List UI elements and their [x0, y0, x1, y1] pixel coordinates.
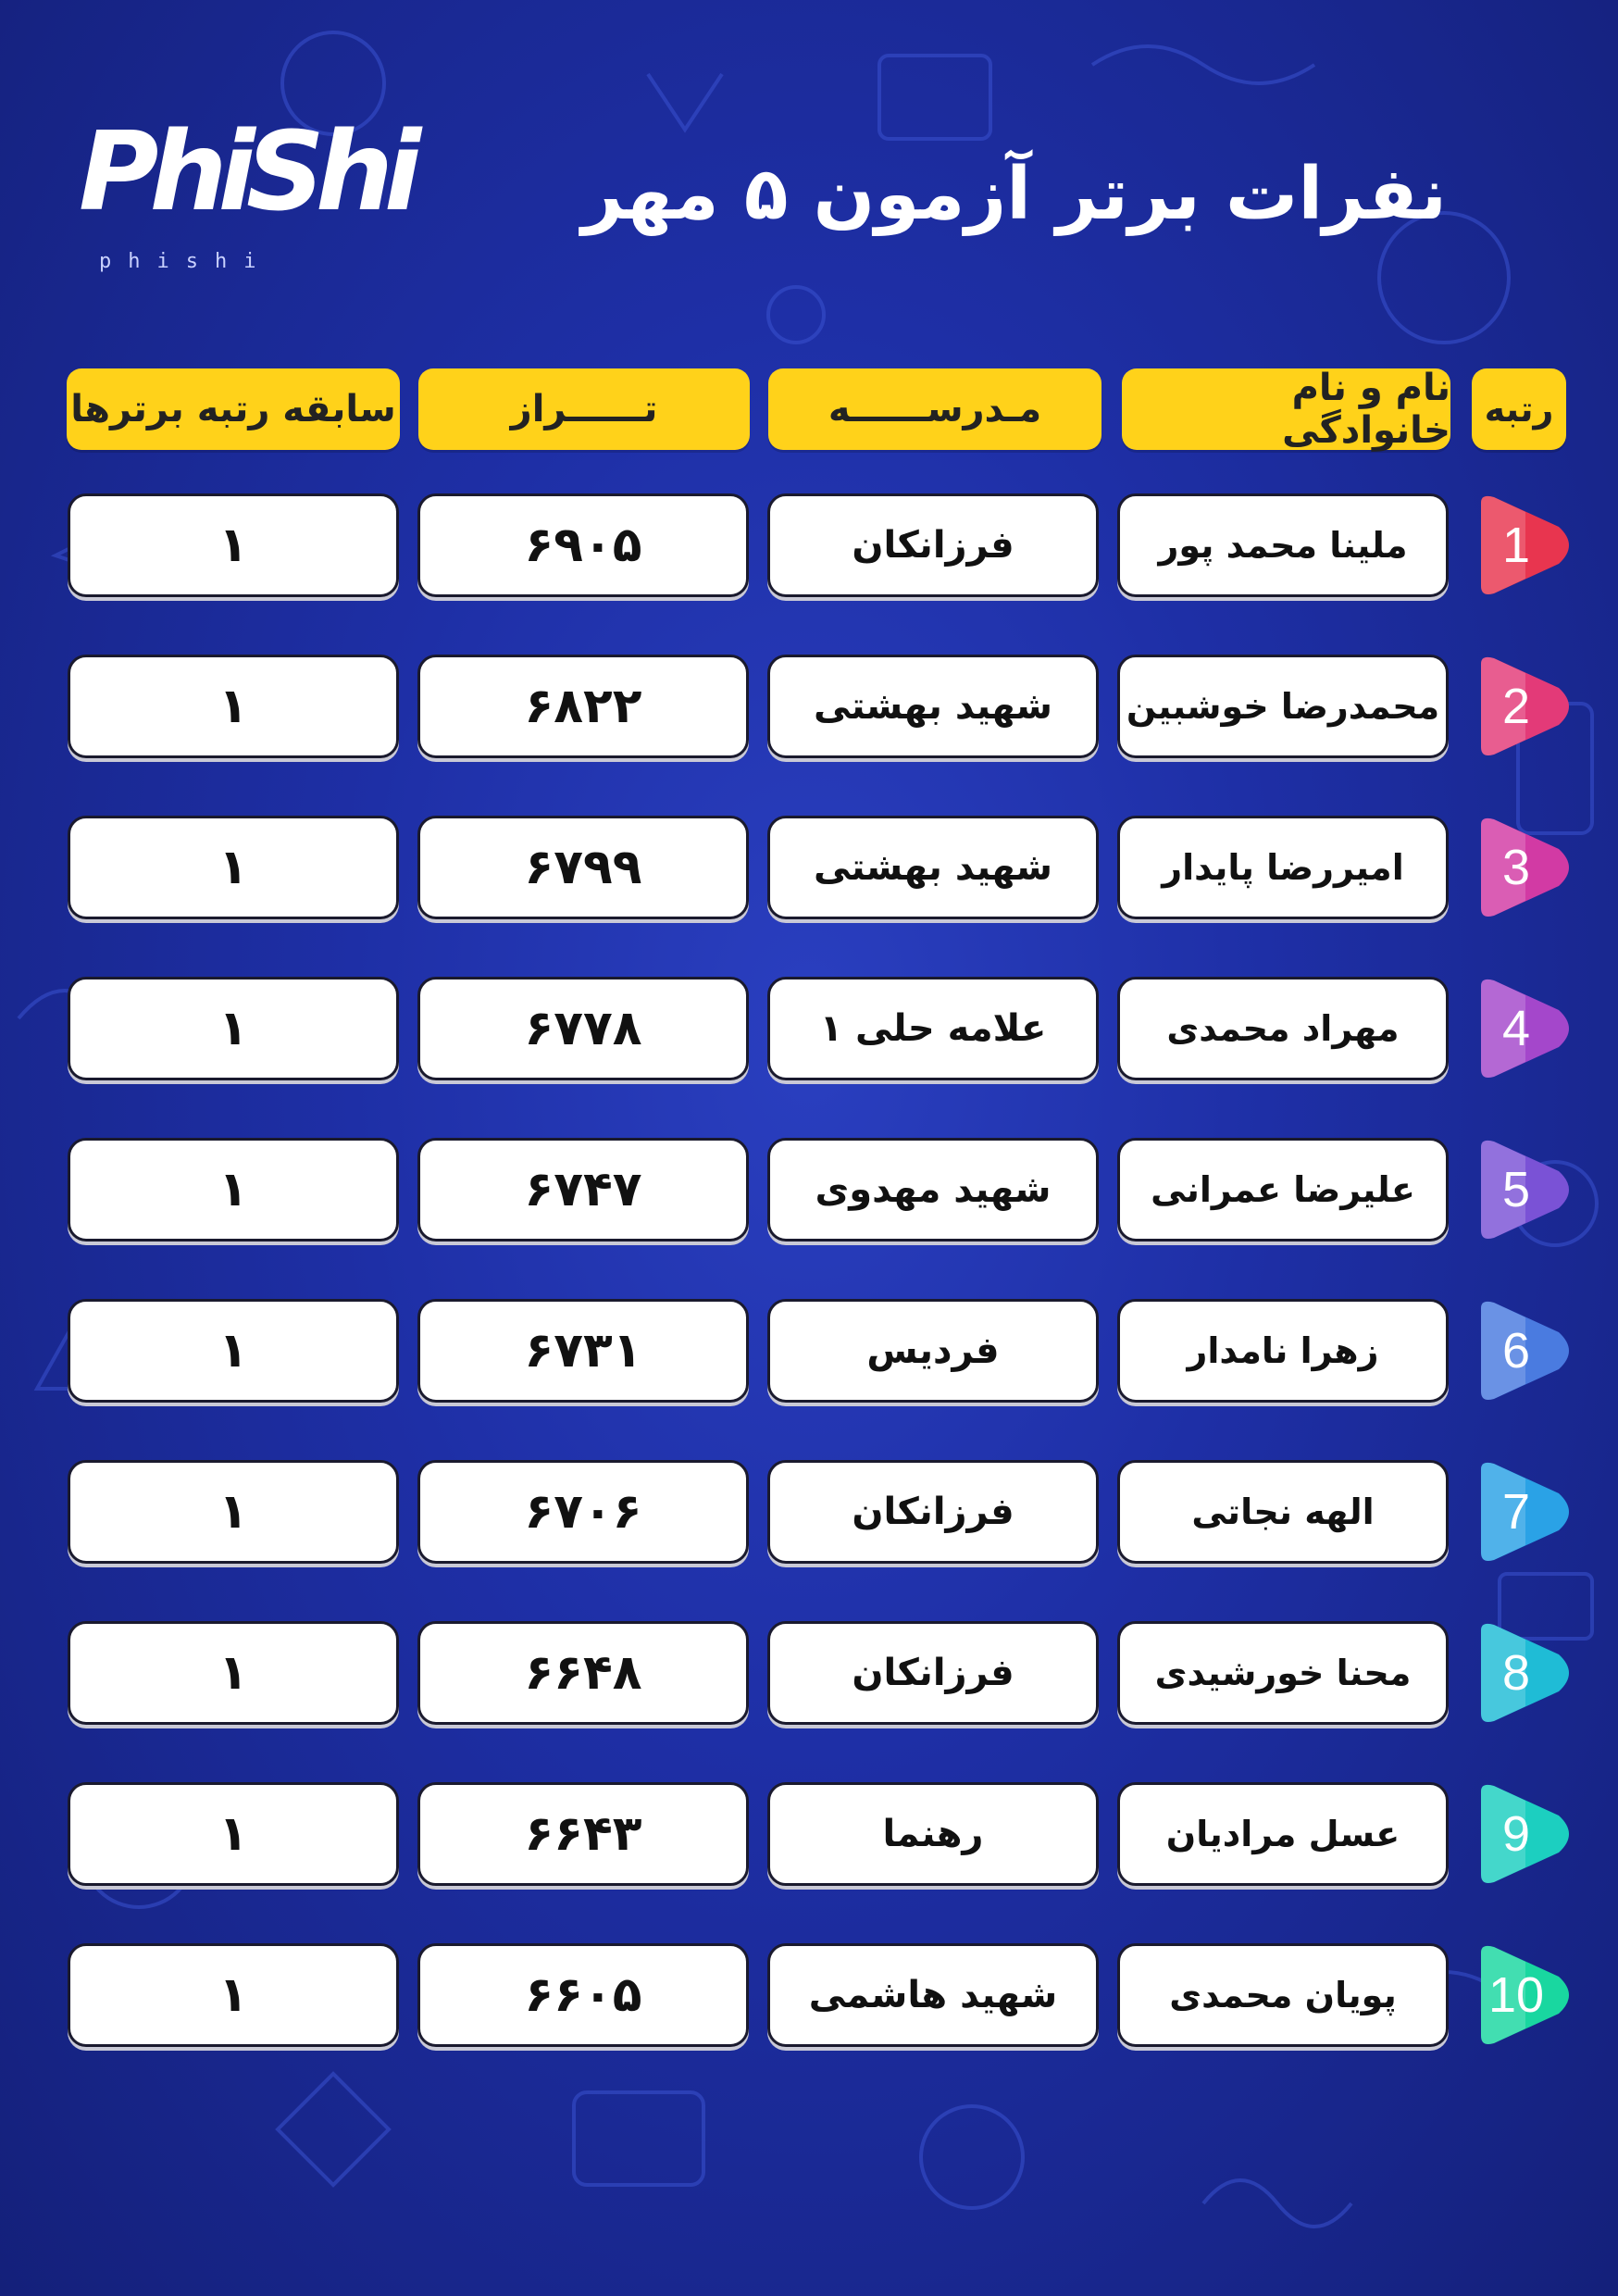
row-9-history: ۱: [68, 1782, 399, 1886]
rank-number-6: 6: [1501, 1323, 1531, 1379]
page-title: نفرات برتر آزمون ۵ مهر: [581, 153, 1447, 236]
row-7-score: ۶۷۰۶: [417, 1460, 749, 1564]
rank-badge-1: [1470, 493, 1581, 597]
row-7-school: فرزانکان: [767, 1460, 1099, 1564]
row-6-history: ۱: [68, 1299, 399, 1403]
rank-number-2: 2: [1501, 679, 1531, 734]
row-9-score: ۶۶۴۳: [417, 1782, 749, 1886]
row-2-history: ۱: [68, 655, 399, 758]
rank-badge-5: [1470, 1138, 1581, 1242]
rank-badge-6: [1470, 1299, 1581, 1403]
row-3-score: ۶۷۹۹: [417, 816, 749, 919]
rank-number-9: 9: [1501, 1806, 1531, 1862]
rank-number-10: 10: [1487, 1967, 1545, 2023]
rank-number-1: 1: [1501, 518, 1531, 573]
row-2-name: محمدرضا خوشبین: [1117, 655, 1449, 758]
row-10-score: ۶۶۰۵: [417, 1943, 749, 2047]
row-5-name: علیرضا عمرانی: [1117, 1138, 1449, 1242]
row-10-school: شهید هاشمی: [767, 1943, 1099, 2047]
row-5-school: شهید مهدوی: [767, 1138, 1099, 1242]
rank-number-7: 7: [1501, 1484, 1531, 1540]
row-5-score: ۶۷۴۷: [417, 1138, 749, 1242]
row-3-name: امیررضا پایدار: [1117, 816, 1449, 919]
rank-badge-2: [1470, 655, 1581, 758]
header-score: تــــــراز: [418, 368, 750, 450]
header-school: مـدرســــــه: [768, 368, 1101, 450]
rank-number-5: 5: [1501, 1162, 1531, 1217]
rank-badge-3: [1470, 816, 1581, 919]
rank-badge-10: [1470, 1943, 1581, 2047]
rank-number-4: 4: [1501, 1001, 1531, 1056]
rank-badge-4: [1470, 977, 1581, 1080]
row-6-score: ۶۷۳۱: [417, 1299, 749, 1403]
row-8-score: ۶۶۴۸: [417, 1621, 749, 1725]
row-8-school: فرزانکان: [767, 1621, 1099, 1725]
row-7-history: ۱: [68, 1460, 399, 1564]
row-3-history: ۱: [68, 816, 399, 919]
row-10-name: پویان محمدی: [1117, 1943, 1449, 2047]
header-name: نام و نام خانوادگی: [1122, 368, 1450, 450]
row-7-name: الهه نجاتی: [1117, 1460, 1449, 1564]
row-1-name: ملینا محمد پور: [1117, 493, 1449, 597]
row-4-name: مهراد محمدی: [1117, 977, 1449, 1080]
header-rank: رتبه: [1472, 368, 1566, 450]
row-8-name: محنا خورشیدی: [1117, 1621, 1449, 1725]
rank-badge-7: [1470, 1460, 1581, 1564]
row-9-name: عسل مرادیان: [1117, 1782, 1449, 1886]
rank-badge-8: [1470, 1621, 1581, 1725]
row-10-history: ۱: [68, 1943, 399, 2047]
row-8-history: ۱: [68, 1621, 399, 1725]
row-4-score: ۶۷۷۸: [417, 977, 749, 1080]
rank-number-8: 8: [1501, 1645, 1531, 1701]
row-9-school: رهنما: [767, 1782, 1099, 1886]
header-history: سابقه رتبه برترها: [67, 368, 400, 450]
logo-subtitle: phishi: [99, 250, 273, 273]
row-1-school: فرزانکان: [767, 493, 1099, 597]
row-6-school: فردیس: [767, 1299, 1099, 1403]
row-5-history: ۱: [68, 1138, 399, 1242]
row-6-name: زهرا نامدار: [1117, 1299, 1449, 1403]
row-1-score: ۶۹۰۵: [417, 493, 749, 597]
logo-wordmark: PhiShi: [79, 107, 413, 235]
rank-badge-9: [1470, 1782, 1581, 1886]
row-2-score: ۶۸۲۲: [417, 655, 749, 758]
row-4-history: ۱: [68, 977, 399, 1080]
row-1-history: ۱: [68, 493, 399, 597]
row-4-school: علامه حلی ۱: [767, 977, 1099, 1080]
row-3-school: شهید بهشتی: [767, 816, 1099, 919]
row-2-school: شهید بهشتی: [767, 655, 1099, 758]
logo: [79, 102, 413, 278]
rank-number-3: 3: [1501, 840, 1531, 895]
